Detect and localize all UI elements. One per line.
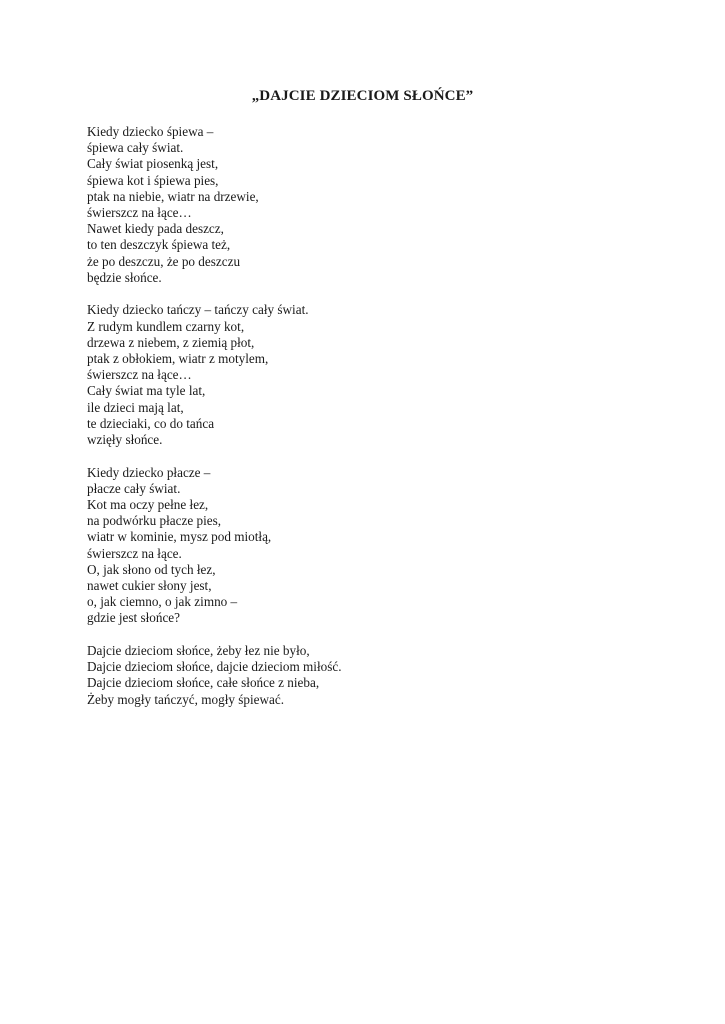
poem-line: na podwórku płacze pies, xyxy=(87,513,222,529)
poem-line: drzewa z niebem, z ziemią płot, xyxy=(87,334,255,350)
poem-line: Z rudym kundlem czarny kot, xyxy=(87,318,245,334)
poem-line: płacze cały świat. xyxy=(87,480,181,496)
stanza-2 xyxy=(87,302,647,448)
poem-title: „DAJCIE DZIECIOM SŁOŃCE” xyxy=(251,88,474,104)
poem-line: ptak z obłokiem, wiatr z motylem, xyxy=(87,351,269,367)
poem-line: Cały świat piosenką jest, xyxy=(87,156,219,172)
poem-line: śpiewa cały świat. xyxy=(87,140,184,156)
poem-line: O, jak słono od tych łez, xyxy=(87,561,216,577)
poem-line: Kiedy dziecko płacze – xyxy=(87,464,211,480)
poem-line: nawet cukier słony jest, xyxy=(87,578,212,594)
poem-line: ile dzieci mają lat, xyxy=(87,399,184,415)
stanza-1 xyxy=(87,124,647,286)
poem-line: Kot ma oczy pełne łez, xyxy=(87,497,209,513)
poem-line: śpiewa kot i śpiewa pies, xyxy=(87,172,219,188)
poem-line: świerszcz na łące. xyxy=(87,545,182,561)
poem-line: gdzie jest słońce? xyxy=(87,610,181,626)
poem-line: będzie słońce. xyxy=(87,269,162,285)
poem-line: Dajcie dzieciom słońce, całe słońce z nieba, xyxy=(87,675,320,691)
poem-body xyxy=(87,124,647,724)
poem-line: świerszcz na łące… xyxy=(87,205,192,221)
poem-line: te dzieciaki, co do tańca xyxy=(87,415,215,431)
poem-line: Nawet kiedy pada deszcz, xyxy=(87,221,224,237)
poem-line: Żeby mogły tańczyć, mogły śpiewać. xyxy=(87,691,285,707)
poem-line: to ten deszczyk śpiewa też, xyxy=(87,237,231,253)
poem-line: Dajcie dzieciom słońce, dajcie dzieciom miłość. xyxy=(87,659,342,675)
poem-line: Cały świat ma tyle lat, xyxy=(87,383,206,399)
poem-line: Dajcie dzieciom słońce, żeby łez nie było, xyxy=(87,643,310,659)
poem-line: wiatr w kominie, mysz pod miotłą, xyxy=(87,529,272,545)
stanza-4 xyxy=(87,643,647,708)
stanza-3 xyxy=(87,465,647,627)
poem-line: świerszcz na łące… xyxy=(87,367,192,383)
poem-line: wzięły słońce. xyxy=(87,432,163,448)
poem-line: że po deszczu, że po deszczu xyxy=(87,253,241,269)
poem-line: o, jak ciemno, o jak zimno – xyxy=(87,594,238,610)
poem-line: ptak na niebie, wiatr na drzewie, xyxy=(87,188,259,204)
poem-line: Kiedy dziecko tańczy – tańczy cały świat. xyxy=(87,302,309,318)
poem-line: Kiedy dziecko śpiewa – xyxy=(87,124,214,139)
